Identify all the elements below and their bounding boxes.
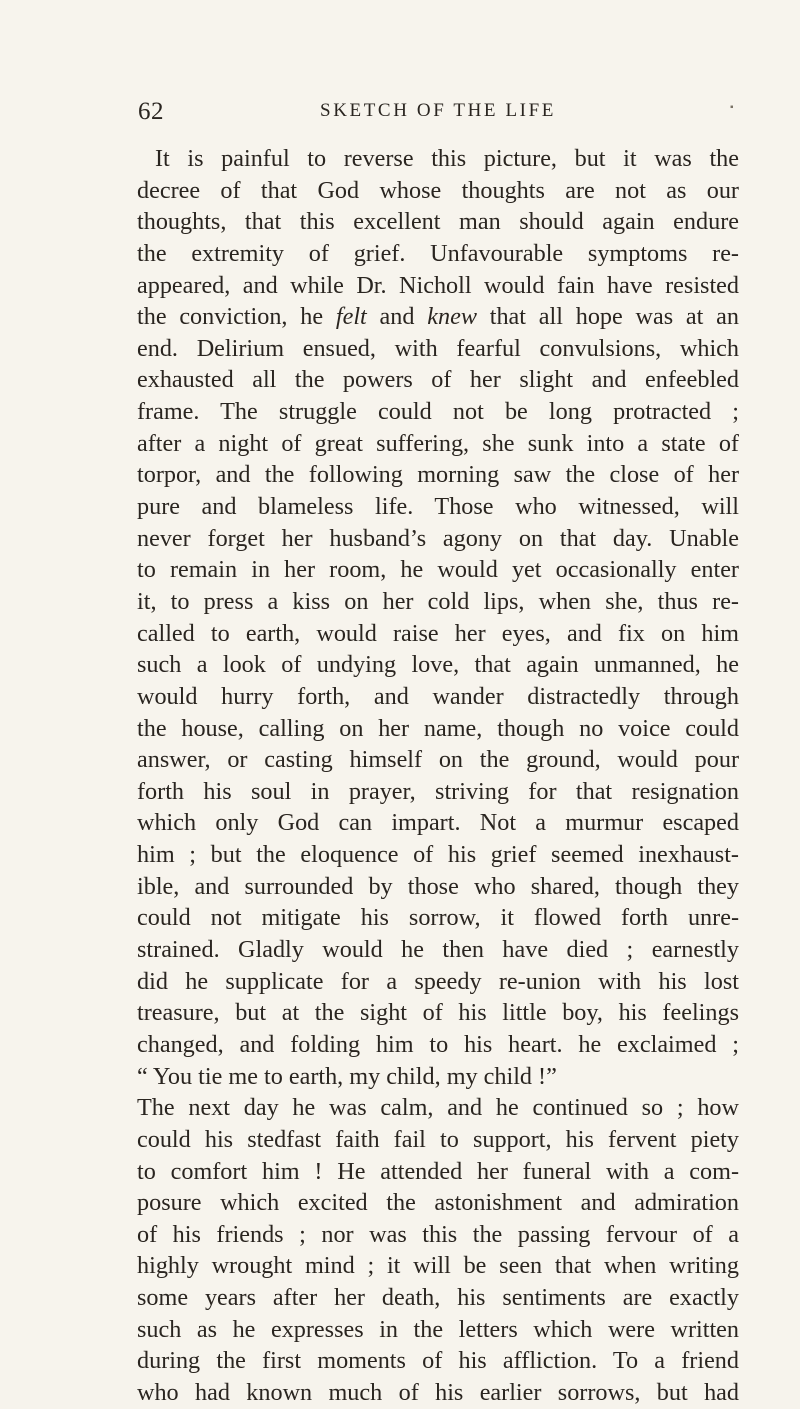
corner-mark: ▪ (730, 102, 734, 113)
text-line (137, 301, 739, 333)
text-span: that all hope was at an (476, 303, 739, 331)
text-line: appeared, and while Dr. Nicholl would fain have resisted (137, 271, 739, 299)
text-line: thoughts, that this excellent man should again endure (137, 208, 739, 236)
text-line: him ; but the eloquence of his grief seemed inexhaust- (137, 841, 739, 869)
text-line: “ You tie me to earth, my child, my child !” (137, 1062, 557, 1090)
text-line: to comfort him ! He attended her funeral with a com- (137, 1157, 739, 1185)
text-span: and (366, 303, 428, 331)
text-line: pure and blameless life. Those who witnessed, will (137, 493, 739, 521)
text-line: who had known much of his earlier sorrows, but had (137, 1378, 739, 1406)
text-line: of his friends ; nor was this the passing fervour of a (137, 1220, 739, 1248)
text-line: changed, and folding him to his heart. he exclaimed ; (137, 1030, 739, 1058)
text-line: did he supplicate for a speedy re-union with his lost (137, 967, 739, 995)
text-line: posure which excited the astonishment and admiration (137, 1189, 739, 1217)
text-line: torpor, and the following morning saw the close of her (137, 461, 739, 489)
text-line: never forget her husband’s agony on that day. Unable (137, 524, 739, 552)
text-line: the house, calling on her name, though no voice could (137, 714, 739, 742)
text-line: strained. Gladly would he then have died ; earnestly (137, 936, 739, 964)
text-line: during the first moments of his affliction. To a friend (137, 1347, 739, 1375)
text-line: after a night of great suffering, she sunk into a state of (137, 429, 739, 457)
text-line: ible, and surrounded by those who shared, though they (137, 872, 739, 900)
text-line: to remain in her room, he would yet occasionally enter (137, 556, 739, 584)
text-line: It is painful to reverse this picture, but it was the (155, 145, 739, 172)
text-line: answer, or casting himself on the ground, would pour (137, 746, 739, 774)
text-line: highly wrought mind ; it will be seen that when writing (137, 1252, 739, 1280)
italic-word-felt: felt (335, 303, 367, 331)
text-line: the extremity of grief. Unfavourable symptoms re- (137, 239, 739, 267)
italic-word-knew: knew (427, 303, 477, 331)
text-line: could his stedfast faith fail to support, his fervent piety (137, 1125, 739, 1153)
text-line: forth his soul in prayer, striving for that resignation (137, 777, 739, 805)
text-line: would hurry forth, and wander distractedly through (137, 682, 739, 710)
text-line: decree of that God whose thoughts are not as our (137, 176, 739, 204)
text-line: frame. The struggle could not be long protracted ; (137, 398, 739, 426)
text-line: called to earth, would raise her eyes, and fix on him (137, 619, 739, 647)
page-number: 62 (138, 98, 164, 125)
text-line: treasure, but at the sight of his little boy, his feelings (137, 999, 739, 1027)
text-line: exhausted all the powers of her slight and enfeebled (137, 366, 739, 394)
text-line: end. Delirium ensued, with fearful convulsions, which (137, 334, 739, 362)
text-line: it, to press a kiss on her cold lips, when she, thus re- (137, 587, 739, 615)
text-line: such a look of undying love, that again unmanned, he (137, 651, 739, 679)
running-head: SKETCH OF THE LIFE (320, 100, 556, 121)
text-line: some years after her death, his sentiments are exactly (137, 1284, 739, 1312)
body-paragraph (137, 143, 739, 1409)
text-line: such as he expresses in the letters which were written (137, 1315, 739, 1343)
page-header (138, 98, 738, 130)
text-line: which only God can impart. Not a murmur escaped (137, 809, 739, 837)
text-line: could not mitigate his sorrow, it flowed forth unre- (137, 904, 739, 932)
text-line: The next day he was calm, and he continued so ; how (137, 1094, 739, 1122)
text-span: the conviction, he (137, 303, 336, 331)
